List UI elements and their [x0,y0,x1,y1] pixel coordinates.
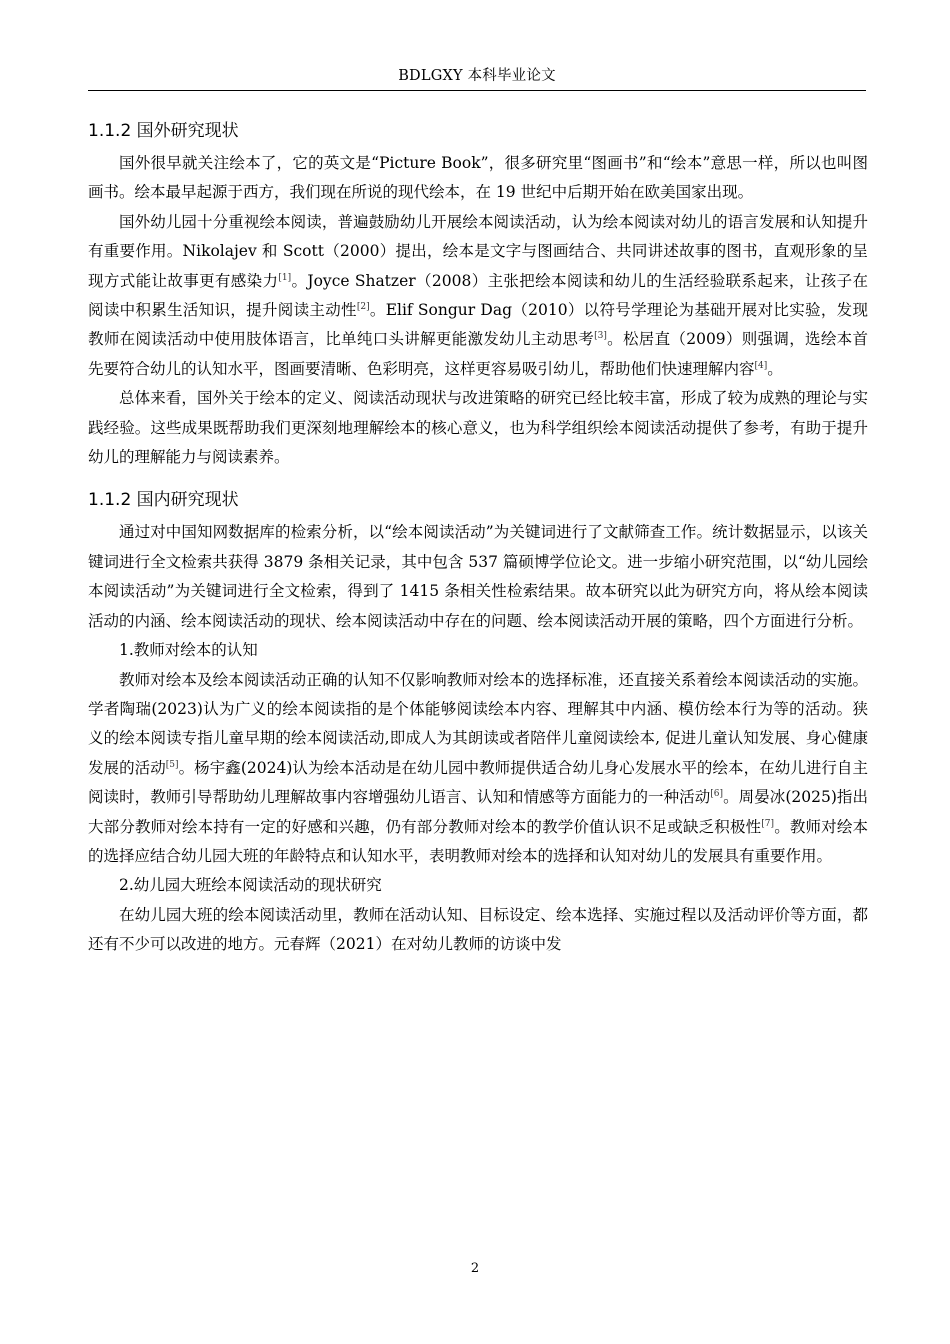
subheading: 2.幼儿园大班绘本阅读活动的现状研究 [119,876,382,895]
page-number: 2 [470,1261,480,1276]
subheading: 1.教师对绘本的认知 [119,641,258,660]
paragraph: 通过对中国知网数据库的检索分析，以“绘本阅读活动”为关键词进行了文献筛查工作。统计数据显示，以该关键词进行全文检索共获得 3879 条相关记录，其中包含 537 篇硕博学位论文。进一步缩小研究范围，以“幼儿园绘本阅读活动”为关键词进行全文检索，得到了 1415 条相关性检索结果。故本研究以此为研究方向，将从绘本阅读活动的内涵、绘本阅读活动的现状、绘本阅读活动中存在的问题、绘本阅读活动开展的策略，四个方面进行分析。 [88,523,868,630]
citation[interactable]: [1] [278,272,292,283]
paragraph: 国外很早就关注绘本了，它的英文是“Picture Book”，很多研究里“图画书”和“绘本”意思一样，所以也叫图画书。绘本最早起源于西方，我们现在所说的现代绘本，在 19 世纪中后期开始在欧美国家出现。 [88,154,868,202]
citation[interactable]: [4] [754,360,768,371]
section-heading-foreign: 1.1.2 国外研究现状 [88,121,239,141]
paragraph: 在幼儿园大班的绘本阅读活动里，教师在活动认知、目标设定、绘本选择、实施过程以及活动评价等方面，都还有不少可以改进的地方。元春辉（2021）在对幼儿教师的访谈中发 [88,905,868,954]
citation[interactable]: [3] [594,331,607,342]
paragraph: 教师对绘本及绘本阅读活动正确的认知不仅影响教师对绘本的选择标准，还直接关系着绘本阅读活动的实施。学者陶瑞(2023)认为广义的绘本阅读指的是个体能够阅读绘本内容、理解其中内涵、模仿绘本行为等的活动。狭义的绘本阅读专指儿童早期的绘本阅读活动,即成人为其朗读或者陪伴儿童阅读绘本, 促进儿童认知发展、身心健康发展的活动[5]。杨宇鑫(2024)认为绘本活动是在幼儿园中教师提供适合幼儿身心发展水平的绘本，在幼儿进行自主阅读时，教师引导帮助幼儿理解故事内容增强幼儿语言、认知和情感等方面能力的一种活动[6]。周晏冰(2025)指出大部分教师对绘本持有一定的好感和兴趣，仍有部分教师对绘本的教学价值认识不足或缺乏积极性[7]。教师对绘本的选择应结合幼儿园大班的年龄特点和认知水平，表明教师对绘本的选择和认知对幼儿的发展具有重要作用。 [88,670,868,865]
header-rule [88,90,866,91]
paragraph: 总体来看，国外关于绘本的定义、阅读活动现状与改进策略的研究已经比较丰富，形成了较为成熟的理论与实践经验。这些成果既帮助我们更深刻地理解绘本的核心意义，也为科学组织绘本阅读活动提供了参考，有助于提升幼儿的理解能力与阅读素养。 [88,389,868,467]
section-heading-domestic: 1.1.2 国内研究现状 [88,490,239,511]
citation[interactable]: [6] [710,789,724,800]
body-content [88,113,868,960]
citation[interactable]: [7] [761,818,775,829]
citation[interactable]: [5] [165,759,179,770]
citation[interactable]: [2] [356,302,370,313]
running-header: BDLGXY 本科毕业论文 [398,68,556,84]
paragraph: 国外幼儿园十分重视绘本阅读，普遍鼓励幼儿开展绘本阅读活动，认为绘本阅读对幼儿的语言发展和认知提升有重要作用。Nikolajev 和 Scott（2000）提出，绘本是文字与图画结合、共同讲述故事的图书，直观形象的呈现方式能让故事更有感染力[1]。Joyce Shatzer（2008）主张把绘本阅读和幼儿的生活经验联系起来，让孩子在阅读中积累生活知识，提升阅读主动性[2]。Elif Songur Dag（2010）以符号学理论为基础开展对比实验，发现教师在阅读活动中使用肢体语言，比单纯口头讲解更能激发幼儿主动思考[3]。松居直（2009）则强调，选绘本首先要符合幼儿的认知水平，图画要清晰、色彩明亮，这样更容易吸引幼儿，帮助他们快速理解内容[4]。 [88,212,868,378]
